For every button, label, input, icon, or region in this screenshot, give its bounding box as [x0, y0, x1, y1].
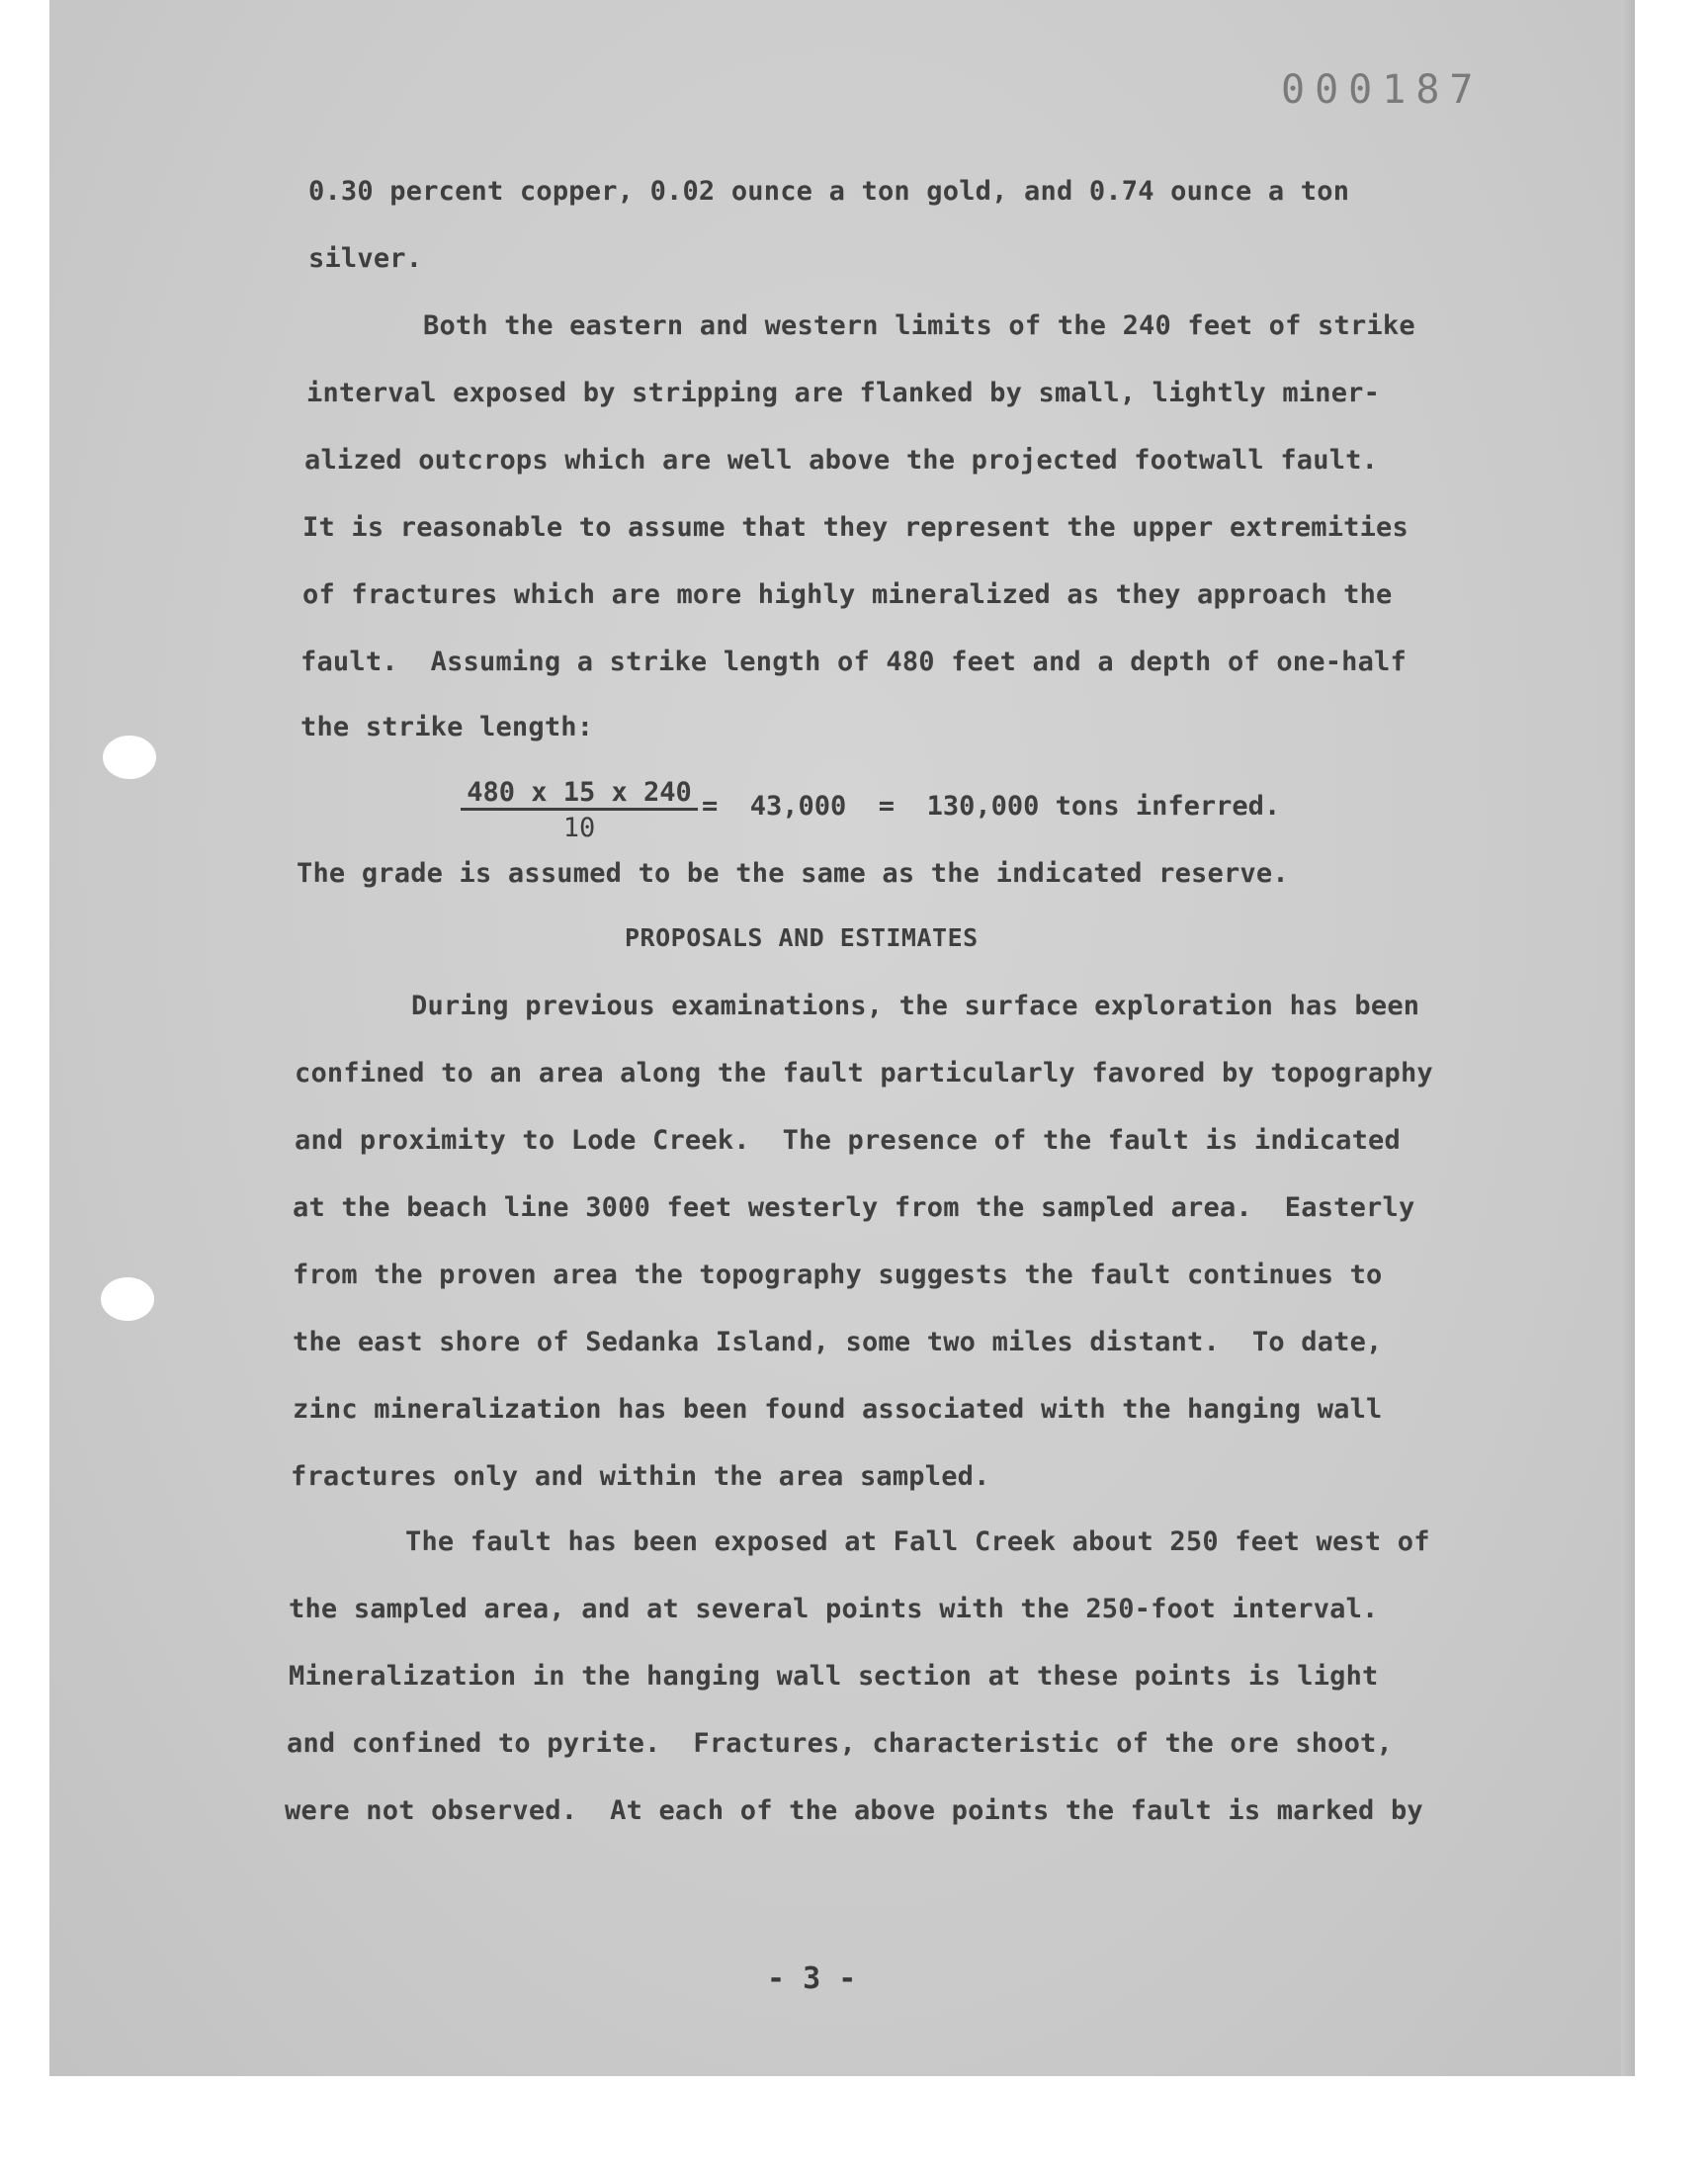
text-line: The grade is assumed to be the same as the indicated reserve. — [297, 858, 1289, 889]
formula-fraction — [461, 779, 698, 841]
page-footer-number: - 3 - — [767, 1961, 857, 1996]
document-stamp-number: 000187 — [1281, 67, 1484, 113]
text-line: 0.30 percent copper, 0.02 ounce a ton gold, and 0.74 ounce a ton — [308, 176, 1350, 207]
text-line: of fractures which are more highly mineralized as they approach the — [302, 579, 1393, 610]
text-line: Mineralization in the hanging wall section at these points is light — [289, 1661, 1379, 1692]
section-heading: PROPOSALS AND ESTIMATES — [625, 923, 979, 952]
text-line: the east shore of Sedanka Island, some two miles distant. To date, — [293, 1327, 1383, 1357]
text-line: alized outcrops which are well above the projected footwall fault. — [304, 445, 1379, 476]
text-line: were not observed. At each of the above points the fault is marked by — [285, 1795, 1423, 1826]
punch-hole-bottom — [101, 1277, 154, 1321]
text-line: fault. Assuming a strike length of 480 feet and a depth of one-half — [300, 647, 1407, 677]
formula-result: = 43,000 = 130,000 tons inferred. — [702, 791, 1281, 822]
text-line: confined to an area along the fault particularly favored by topography — [295, 1058, 1433, 1088]
text-line: at the beach line 3000 feet westerly from the sampled area. Easterly — [293, 1192, 1415, 1223]
text-line: and confined to pyrite. Fractures, characteristic of the ore shoot, — [287, 1728, 1393, 1759]
text-line: It is reasonable to assume that they represent the upper extremities — [302, 512, 1409, 543]
text-line: silver. — [308, 243, 423, 274]
text-line: and proximity to Lode Creek. The presence of the fault is indicated — [295, 1125, 1401, 1156]
text-line: interval exposed by stripping are flanked by small, lightly miner- — [306, 378, 1381, 408]
punch-hole-top — [103, 736, 156, 779]
text-line: During previous examinations, the surface exploration has been — [411, 991, 1420, 1021]
text-line: fractures only and within the area sampled. — [291, 1461, 990, 1492]
formula-numerator: 480 x 15 x 240 — [461, 779, 698, 811]
text-line: from the proven area the topography suggests the fault continues to — [293, 1260, 1383, 1290]
formula-denominator: 10 — [562, 813, 596, 843]
text-line: The fault has been exposed at Fall Creek about 250 feet west of — [405, 1526, 1430, 1557]
text-line: the strike length: — [300, 712, 594, 742]
text-line: zinc mineralization has been found associated with the hanging wall — [293, 1394, 1383, 1425]
text-line: the sampled area, and at several points with the 250-foot interval. — [289, 1594, 1379, 1624]
text-line: Both the eastern and western limits of the 240 feet of strike — [423, 310, 1415, 341]
